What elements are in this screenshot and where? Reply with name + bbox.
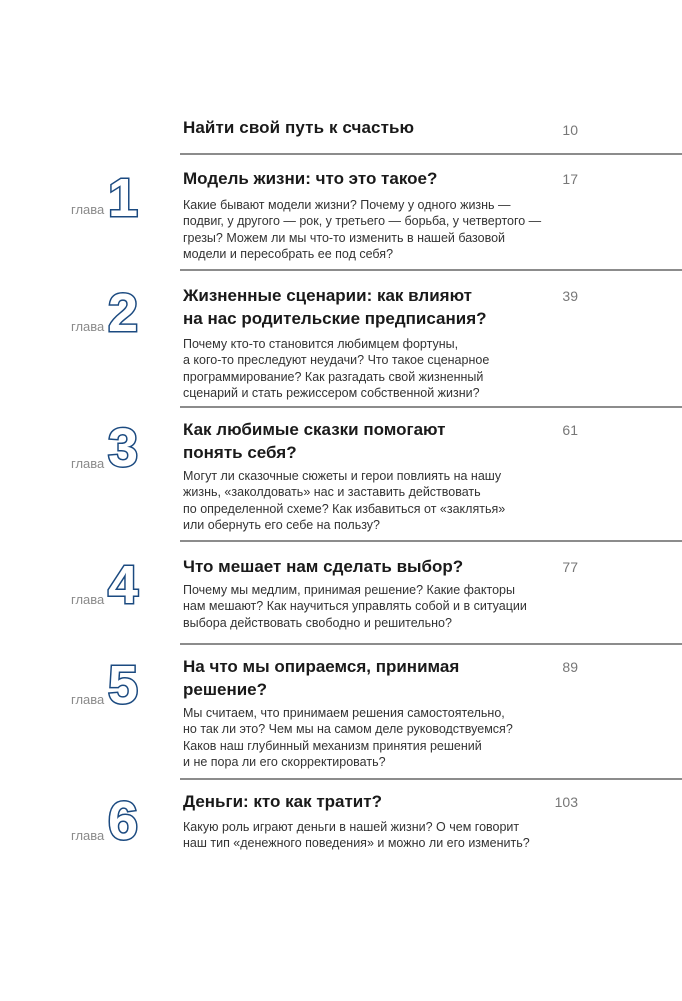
chapter-title: Деньги: кто как тратит? xyxy=(183,792,382,811)
chapter-description: Почему мы медлим, принимая решение? Какие факторы нам мешают? Как научиться управлять собой и в ситуации выбора действовать свободно и решительно? xyxy=(183,583,527,630)
divider xyxy=(180,269,682,271)
chapter-label: глава xyxy=(71,319,105,334)
chapter-page-number: 17 xyxy=(562,171,578,187)
chapter-number: 4 xyxy=(108,555,139,615)
chapter-title: На что мы опираемся, принимая решение? xyxy=(183,657,460,699)
chapter-title: Модель жизни: что это такое? xyxy=(183,169,438,188)
chapter-description: Почему кто-то становится любимцем фортуны, а кого-то преследуют неудачи? Что такое сценарное программирование? Как разгадать свой жизненный сценарий и стать режиссером собственной жизни? xyxy=(183,337,490,400)
chapter-label: глава xyxy=(71,456,105,471)
chapter-number: 6 xyxy=(108,791,139,851)
chapter-page-number: 39 xyxy=(562,288,578,304)
divider xyxy=(180,153,682,155)
intro-title: Найти свой путь к счастью xyxy=(183,118,415,137)
chapter-label: глава xyxy=(71,202,105,217)
chapter-number: 3 xyxy=(108,418,139,478)
chapter-page-number: 103 xyxy=(554,794,578,810)
divider xyxy=(180,406,682,408)
chapter-label: глава xyxy=(71,828,105,843)
chapter-number: 5 xyxy=(108,655,139,715)
chapter-page-number: 89 xyxy=(562,659,578,675)
chapter-title: Что мешает нам сделать выбор? xyxy=(183,557,464,576)
chapter-title: Жизненные сценарии: как влияют на нас родительские предписания? xyxy=(183,286,487,328)
chapter-title: Как любимые сказки помогают понять себя? xyxy=(183,420,446,462)
chapter-label: глава xyxy=(71,692,105,707)
chapter-number: 1 xyxy=(108,168,139,228)
chapter-description: Какие бывают модели жизни? Почему у одного жизнь — подвиг, у другого — рок, у третьего — борьба, у четвертого — грезы? Можем ли мы что-то изменить в нашей базовой модели и пересобрать ее под себя? xyxy=(183,198,542,261)
chapter-description: Какую роль играют деньги в нашей жизни? О чем говорит наш тип «денежного поведения» и можно ли его изменить? xyxy=(183,820,530,851)
chapter-page-number: 61 xyxy=(562,422,578,438)
divider xyxy=(180,540,682,542)
chapter-label: глава xyxy=(71,592,105,607)
chapter-page-number: 77 xyxy=(562,559,578,575)
divider xyxy=(180,778,682,780)
chapter-description: Мы считаем, что принимаем решения самостоятельно, но так ли это? Чем мы на самом деле руководствуемся? Каков наш глубинный механизм принятия решений и не пора ли его скорректировать? xyxy=(183,706,513,769)
divider xyxy=(180,643,682,645)
chapter-number: 2 xyxy=(108,283,139,343)
intro-page-number: 10 xyxy=(562,122,578,138)
chapter-description: Могут ли сказочные сюжеты и герои повлиять на нашу жизнь, «заколдовать» нас и заставить действовать по определенной схеме? Как избавиться от «заклятья» или обернуть его себе на пользу? xyxy=(183,469,506,532)
